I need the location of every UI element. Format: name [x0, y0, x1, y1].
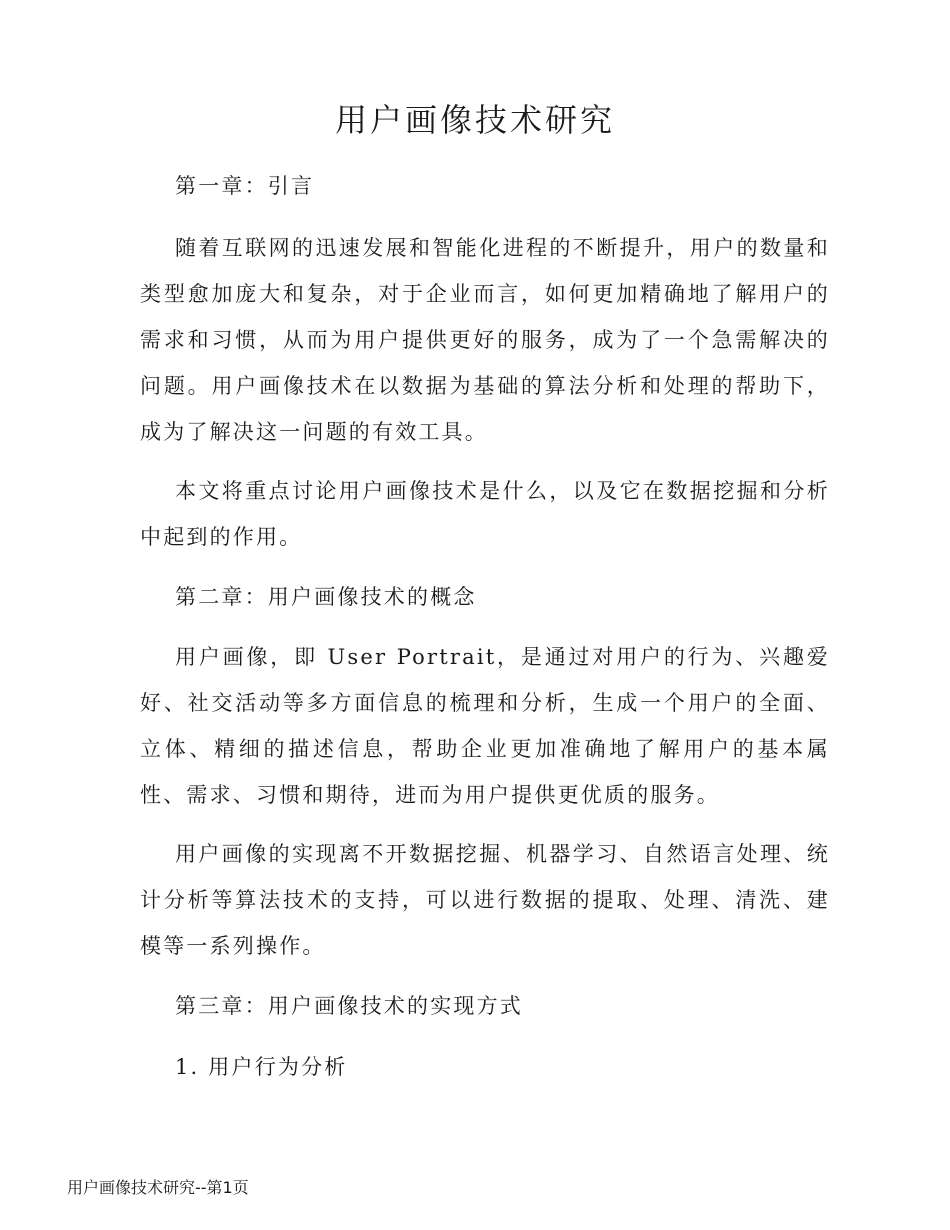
document-title: 用户画像技术研究 [334, 101, 615, 139]
chapter-1-heading: 第一章：引言 [175, 174, 315, 198]
page-footer: 用户画像技术研究--第1页 [67, 1178, 249, 1197]
chapter-1-paragraph-1: 随着互联网的迅速发展和智能化进程的不断提升，用户的数量和类型愈加庞大和复杂，对于企业而言，如何更加精确地了解用户的需求和习惯，从而为用户提供更好的服务，成为了一个急需解决的问题。用户画像技术在以数据为基础的算法分析和处理的帮助下，成为了解决这一问题的有效工具。 [140, 236, 830, 444]
chapter-1-paragraph-2: 本文将重点讨论用户画像技术是什么，以及它在数据挖掘和分析中起到的作用。 [140, 479, 830, 549]
section-1-heading: 1. 用户行为分析 [175, 1055, 348, 1079]
chapter-2-paragraph-1: 用户画像，即 User Portrait，是通过对用户的行为、兴趣爱好、社交活动等多方面信息的梳理和分析，生成一个用户的全面、立体、精细的描述信息，帮助企业更加准确地了解用户的基本属性、需求、习惯和期待，进而为用户提供更优质的服务。 [140, 645, 830, 807]
chapter-3-heading: 第三章：用户画像技术的实现方式 [175, 994, 523, 1018]
chapter-2-heading: 第二章：用户画像技术的概念 [175, 585, 477, 609]
chapter-2-paragraph-2: 用户画像的实现离不开数据挖掘、机器学习、自然语言处理、统计分析等算法技术的支持，可以进行数据的提取、处理、清洗、建模等一系列操作。 [140, 842, 830, 958]
